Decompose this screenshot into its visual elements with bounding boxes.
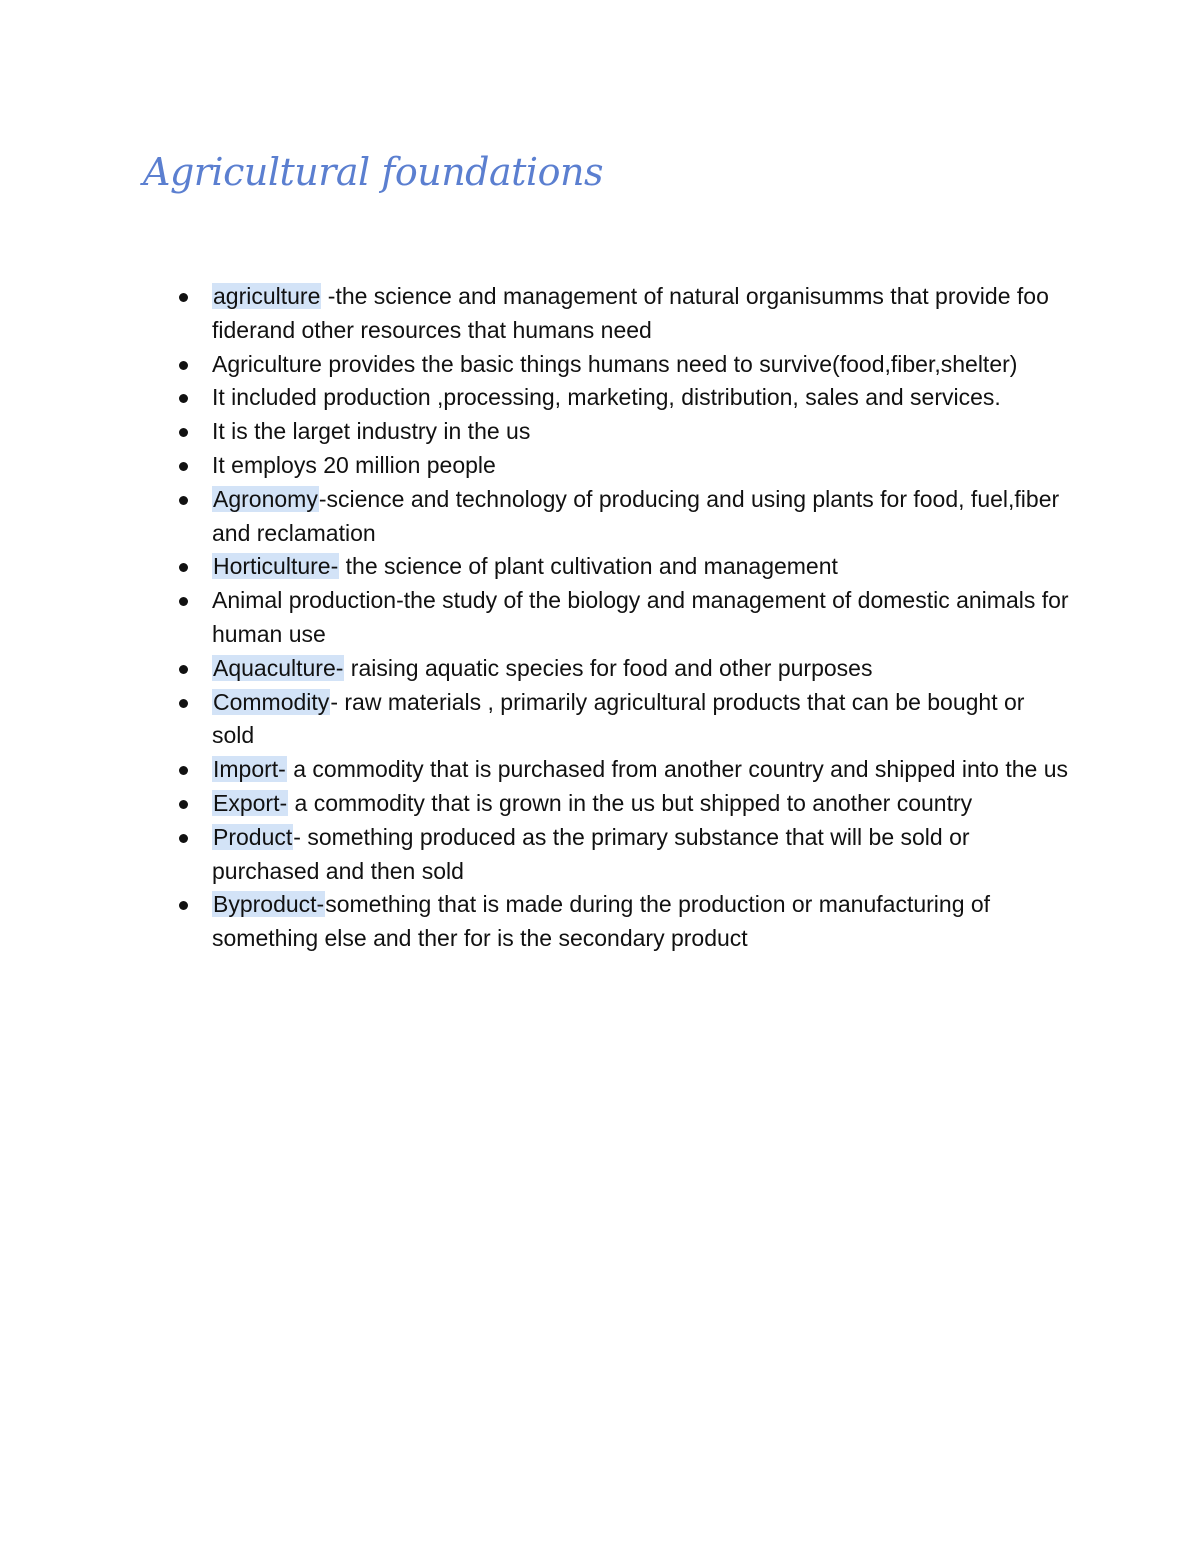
bullet-icon xyxy=(179,901,188,910)
item-text: It included production ,processing, marketing, distribution, sales and services. xyxy=(212,384,1001,411)
list-item xyxy=(212,686,1072,754)
item-text: a commodity that is grown in the us but shipped to another country xyxy=(288,789,973,816)
list-item xyxy=(212,483,1072,551)
bullet-icon xyxy=(179,293,188,302)
bullet-icon xyxy=(179,699,188,708)
list-item xyxy=(212,415,1072,449)
notes-list xyxy=(212,280,1072,956)
list-item xyxy=(212,381,1072,415)
bullet-icon xyxy=(179,766,188,775)
bullet-icon xyxy=(179,597,188,606)
item-text: -the science and management of natural organisumms that provide foo fiderand other resources that humans need xyxy=(212,283,1049,343)
highlighted-term: Aquaculture- xyxy=(213,654,344,681)
item-text: - something produced as the primary substance that will be sold or purchased and then sold xyxy=(212,823,970,884)
bullet-icon xyxy=(179,496,188,505)
highlighted-term: Agronomy xyxy=(213,485,318,512)
bullet-icon xyxy=(179,834,188,843)
item-text: something that is made during the production or manufacturing of something else and ther for is the secondary product xyxy=(212,891,991,952)
item-text: It employs 20 million people xyxy=(212,451,496,478)
list-item xyxy=(212,550,1072,584)
item-text: -science and technology of producing and using plants for food, fuel,fiber and reclamation xyxy=(212,485,1060,546)
bullet-icon xyxy=(179,361,188,370)
item-text: It is the larget industry in the us xyxy=(212,418,531,445)
item-text: Animal production-the study of the biology and management of domestic animals for human use xyxy=(212,587,1069,647)
list-item xyxy=(212,652,1072,686)
item-text: - raw materials , primarily agricultural products that can be bought or sold xyxy=(212,688,1025,749)
highlighted-term: agriculture xyxy=(213,283,321,309)
list-item xyxy=(212,821,1072,889)
bullet-icon xyxy=(179,428,188,437)
highlighted-term: Export- xyxy=(213,789,288,816)
highlighted-term: Product xyxy=(213,823,293,850)
list-item xyxy=(212,753,1072,787)
bullet-icon xyxy=(179,800,188,809)
item-text: raising aquatic species for food and other purposes xyxy=(344,654,873,681)
list-item xyxy=(212,787,1072,821)
document-title: Agricultural foundations xyxy=(143,150,603,194)
list-item xyxy=(212,584,1072,652)
highlighted-term: Byproduct- xyxy=(213,891,325,918)
list-item xyxy=(212,888,1072,956)
item-text: the science of plant cultivation and management xyxy=(339,553,838,580)
highlighted-term: Import- xyxy=(213,756,286,783)
bullet-icon xyxy=(179,665,188,674)
item-text: Agriculture provides the basic things humans need to survive(food,fiber,shelter) xyxy=(212,350,1018,377)
bullet-icon xyxy=(179,563,188,572)
item-text: a commodity that is purchased from another country and shipped into the us xyxy=(286,756,1069,783)
highlighted-term: Horticulture- xyxy=(213,553,339,580)
bullet-icon xyxy=(179,462,188,471)
list-item xyxy=(212,348,1072,382)
list-item xyxy=(212,449,1072,483)
highlighted-term: Commodity xyxy=(213,688,330,715)
bullet-icon xyxy=(179,394,188,403)
list-item xyxy=(212,280,1072,348)
